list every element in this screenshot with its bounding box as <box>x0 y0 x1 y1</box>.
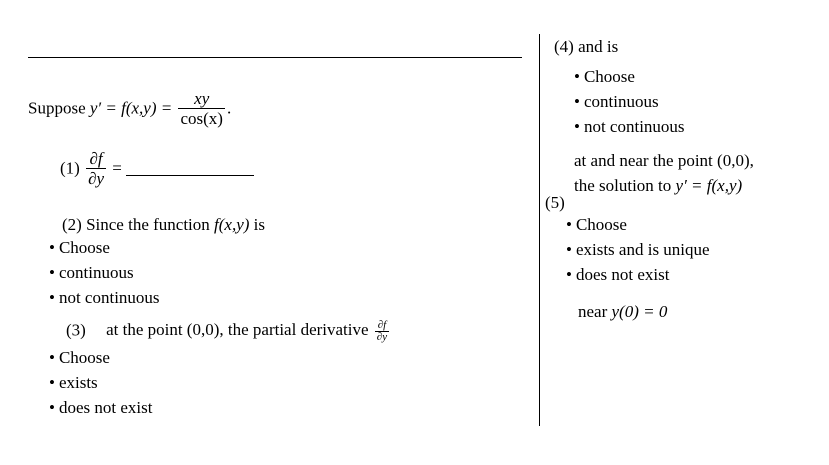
problem-statement <box>28 90 231 129</box>
q5-line2-math: y′ = f(x,y) <box>675 176 743 195</box>
q3-options <box>49 345 152 420</box>
q4-option-not-continuous[interactable]: • not continuous <box>574 117 685 136</box>
question-3-label <box>66 320 391 343</box>
q3-text: at the point (0,0), the partial derivative <box>106 320 369 340</box>
q3-option-exists[interactable]: • exists <box>49 373 98 392</box>
question-4-label <box>554 37 618 57</box>
q2-function: f(x,y) <box>214 215 250 234</box>
top-divider <box>28 57 522 58</box>
q5-number <box>545 193 565 213</box>
q1-numerator: ∂f <box>86 150 106 169</box>
q5-line-1 <box>574 151 754 171</box>
q3-denominator: ∂y <box>376 331 388 343</box>
q2-tail: is <box>253 215 265 234</box>
intro-lhs: y′ = f(x,y) = <box>89 98 173 118</box>
q2-label: (2) Since the function <box>62 215 210 234</box>
q1-number: (1) <box>60 158 80 178</box>
q1-answer-blank[interactable] <box>126 163 254 176</box>
q3-number: (3) <box>66 320 86 340</box>
q2-option-choose[interactable]: • Choose <box>49 238 110 257</box>
q5-number-text: (5) <box>545 193 565 212</box>
q2-option-not-continuous[interactable]: • not continuous <box>49 288 160 307</box>
q2-options <box>49 235 160 310</box>
q1-denominator: ∂y <box>88 169 105 188</box>
q5-footer <box>578 302 667 322</box>
intro-fraction <box>178 90 224 129</box>
question-1 <box>60 150 254 189</box>
q5-options <box>566 212 710 287</box>
intro-prefix: Suppose <box>28 98 90 118</box>
q5-option-choose[interactable]: • Choose <box>566 215 627 234</box>
question-2-label <box>62 215 265 235</box>
q4-options <box>574 64 685 139</box>
q3-option-does-not-exist[interactable]: • does not exist <box>49 398 153 417</box>
intro-suffix: . <box>226 98 232 118</box>
q4-label: (4) and is <box>554 37 619 56</box>
q5-line1-text: at and near the point (0,0), <box>574 151 754 170</box>
intro-denominator: cos(x) <box>180 109 223 128</box>
q1-equals: = <box>112 158 122 178</box>
q5-option-does-not-exist[interactable]: • does not exist <box>566 265 670 284</box>
q5-line2-prefix: the solution to <box>574 176 676 195</box>
q5-line-2 <box>574 176 742 196</box>
q5-footer-prefix: near <box>578 302 612 321</box>
q3-option-choose[interactable]: • Choose <box>49 348 110 367</box>
q4-option-choose[interactable]: • Choose <box>574 67 635 86</box>
q5-footer-math: y(0) = 0 <box>611 302 668 321</box>
q5-option-exists-unique[interactable]: • exists and is unique <box>566 240 710 259</box>
column-divider <box>539 34 540 426</box>
q4-option-continuous[interactable]: • continuous <box>574 92 659 111</box>
q3-numerator: ∂f <box>375 320 389 332</box>
q1-fraction <box>86 150 106 189</box>
intro-numerator: xy <box>178 90 224 109</box>
q3-fraction <box>375 320 389 343</box>
q2-option-continuous[interactable]: • continuous <box>49 263 134 282</box>
